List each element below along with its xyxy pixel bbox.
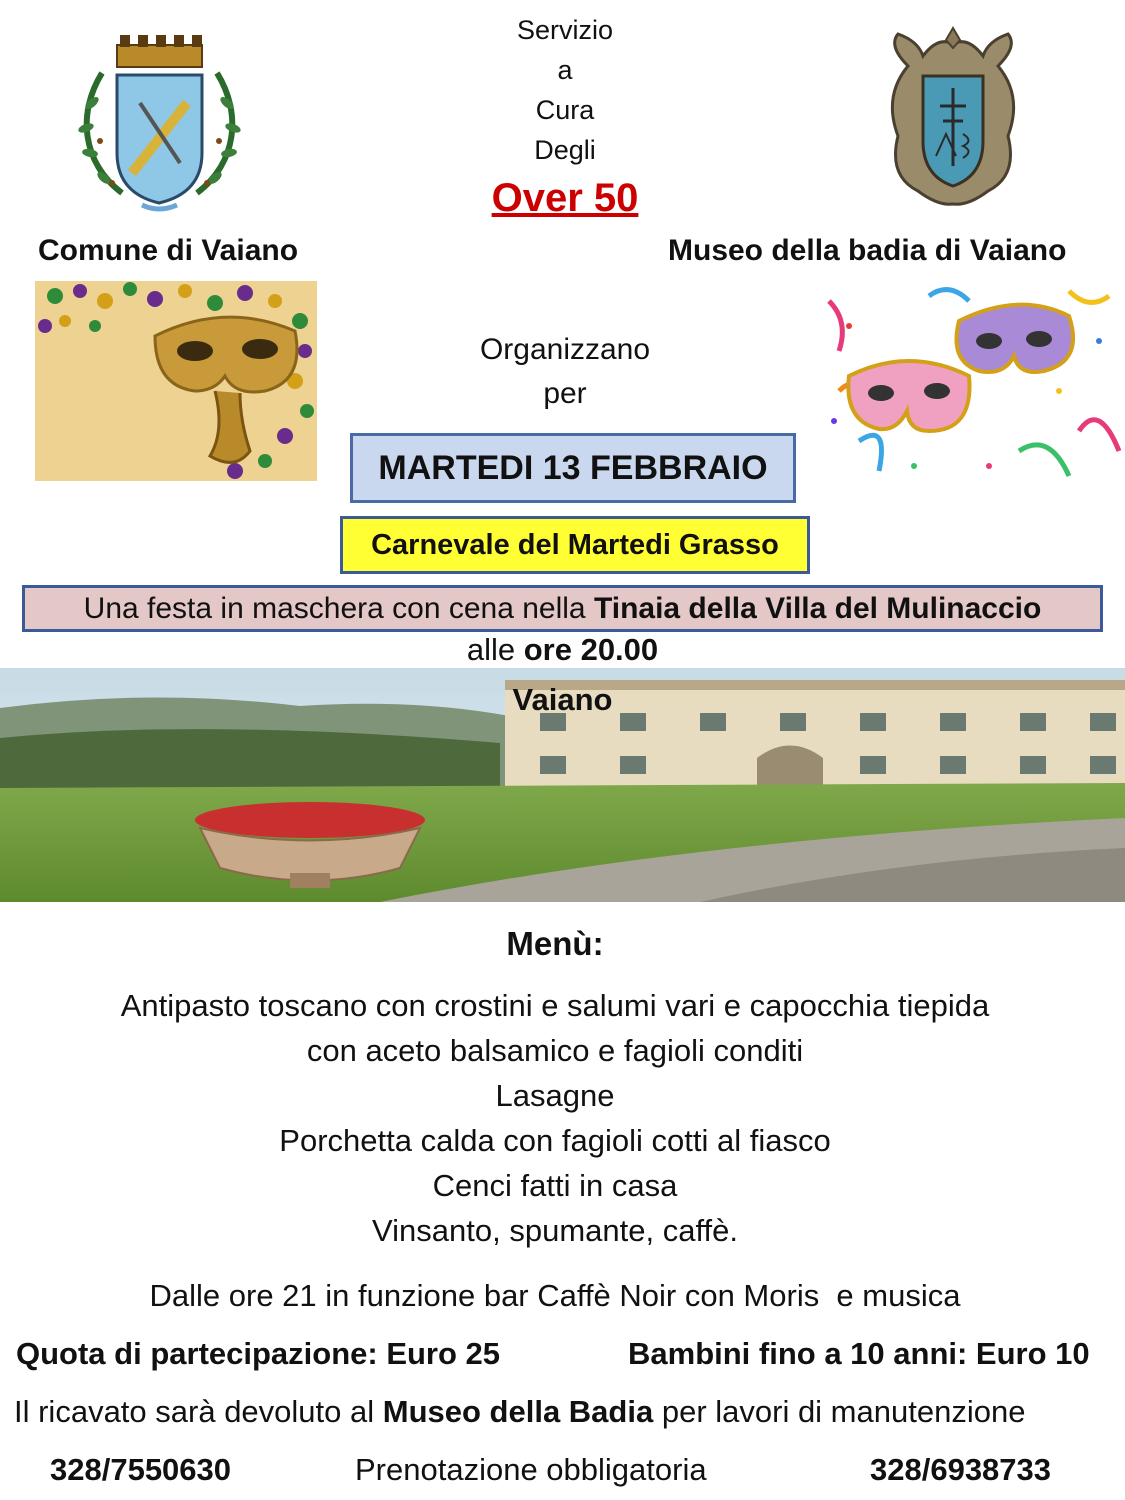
comune-crest-icon [72, 33, 247, 213]
service-line: Servizio [516, 15, 614, 45]
time-prefix: alle [466, 632, 524, 667]
organizer-museo: Museo della badia di Vaiano [668, 234, 1067, 267]
service-line: Cura [535, 95, 595, 125]
menu-title: Menù: [506, 925, 604, 962]
menu-item: Cenci fatti in casa [432, 1168, 678, 1203]
event-description-box [22, 585, 1103, 632]
proceeds-text-2: per lavori di manutenzione [653, 1394, 1026, 1429]
organizzano-text [440, 328, 690, 416]
event-date-box [350, 433, 796, 503]
menu-item: Antipasto toscano con crostini e salumi vari e capocchia tiepida [120, 988, 990, 1023]
menu-item: Lasagne [495, 1078, 615, 1113]
event-date: MARTEDI 13 FEBBRAIO [378, 448, 768, 487]
service-heading [440, 10, 690, 170]
quota-children: Bambini fino a 10 anni: Euro 10 [628, 1336, 1090, 1371]
event-place: Vaiano [512, 682, 613, 717]
event-title-box [340, 516, 810, 574]
phone-left[interactable]: 328/7550630 [50, 1452, 232, 1487]
event-time [0, 632, 1125, 668]
phone-right[interactable]: 328/6938733 [870, 1452, 1052, 1487]
bar-info: Dalle ore 21 in funzione bar Caffè Noir con Moris e musica [149, 1278, 961, 1313]
organizer-comune: Comune di Vaiano [38, 234, 299, 267]
event-venue: Tinaia della Villa del Mulinaccio [593, 591, 1042, 625]
carnival-masks-photo [819, 281, 1125, 481]
badia-crest-icon [878, 26, 1028, 211]
golden-mask-photo [35, 281, 317, 481]
proceeds-text-1: Il ricavato sarà devoluto al [14, 1394, 383, 1429]
per-line: per [543, 377, 587, 410]
menu-item: Porchetta calda con fagioli cotti al fiasco [279, 1123, 831, 1158]
menu-item: con aceto balsamico e fagioli conditi [306, 1033, 804, 1068]
proceeds-museum: Museo della Badia [382, 1394, 654, 1429]
over50-label: Over 50 [491, 176, 639, 220]
menu-item: Vinsanto, spumante, caffè. [372, 1213, 738, 1248]
menu-list [30, 983, 1080, 1253]
event-title: Carnevale del Martedi Grasso [371, 528, 779, 561]
booking-required: Prenotazione obbligatoria [355, 1452, 707, 1487]
proceeds-note [14, 1394, 1025, 1430]
quota-adults: Quota di partecipazione: Euro 25 [16, 1336, 501, 1371]
time-value: ore 20.00 [523, 632, 659, 667]
service-line: Degli [534, 135, 596, 165]
organizzano-line: Organizzano [479, 333, 651, 366]
service-line: a [557, 55, 573, 85]
event-description: Una festa in maschera con cena nella [83, 591, 594, 625]
